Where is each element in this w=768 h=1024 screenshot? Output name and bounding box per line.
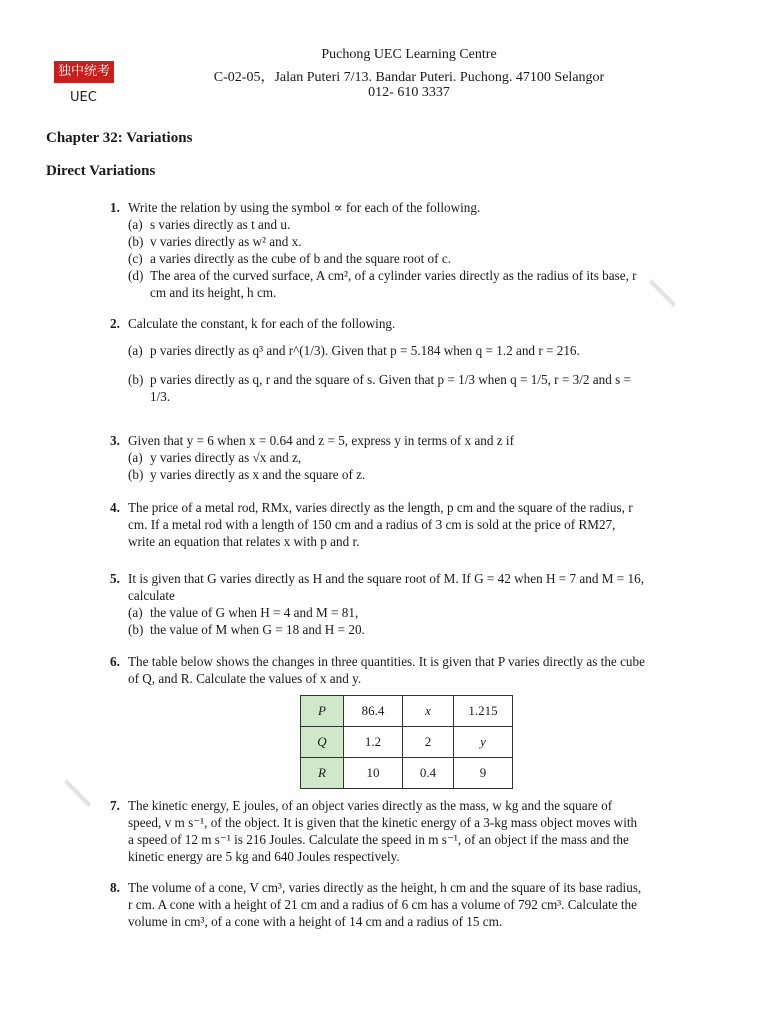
part-text: v varies directly as w² and x. xyxy=(150,234,302,249)
table-cell: 0.4 xyxy=(403,758,454,789)
part-label: (a) xyxy=(128,605,143,620)
table-cell: x xyxy=(403,696,454,727)
question-8 xyxy=(110,879,645,930)
question-number: 8. xyxy=(110,880,120,895)
part-label: (b) xyxy=(128,372,144,387)
question-4 xyxy=(110,499,645,550)
question-stem: Write the relation by using the symbol ∝ for each of the following. xyxy=(128,200,481,215)
part-text: The area of the curved surface, A cm², of a cylinder varies directly as the radius of its base, r cm and its height, h cm. xyxy=(150,268,637,300)
question-number: 3. xyxy=(110,433,120,448)
part-text: s varies directly as t and u. xyxy=(150,217,291,232)
question-2 xyxy=(110,315,645,405)
part-label: (b) xyxy=(128,622,144,637)
table-cell: P xyxy=(301,696,344,727)
question-number: 5. xyxy=(110,571,120,586)
table-cell: R xyxy=(301,758,344,789)
question-5 xyxy=(110,570,645,638)
part-label: (d) xyxy=(128,268,144,283)
part-label: (b) xyxy=(128,467,144,482)
part-label: (a) xyxy=(128,217,143,232)
question-stem: It is given that G varies directly as H and the square root of M. If G = 42 when H = 7 and M = 16, calculate xyxy=(128,571,644,603)
watermark-mark: / xyxy=(53,775,102,811)
part-text: y varies directly as x and the square of z. xyxy=(150,467,366,482)
question-7 xyxy=(110,797,645,865)
part-text: the value of G when H = 4 and M = 81, xyxy=(150,605,359,620)
centre-name: Puchong UEC Learning Centre xyxy=(321,47,497,62)
table-cell: y xyxy=(454,727,513,758)
question-number: 6. xyxy=(110,654,120,669)
uec-logo: 独中统考 xyxy=(54,61,114,83)
question-number: 4. xyxy=(110,500,120,515)
table-cell: 1.215 xyxy=(454,696,513,727)
question-number: 2. xyxy=(110,316,120,331)
question-number: 1. xyxy=(110,200,120,215)
chapter-title: Chapter 32: Variations xyxy=(46,130,193,146)
part-text: p varies directly as q³ and r^(1/3). Given that p = 5.184 when q = 1.2 and r = 216. xyxy=(150,343,580,358)
table-cell: 1.2 xyxy=(344,727,403,758)
section-title: Direct Variations xyxy=(46,163,156,179)
table-cell: Q xyxy=(301,727,344,758)
question-text: The kinetic energy, E joules, of an object varies directly as the mass, w kg and the square of speed, v m s⁻¹, of the object. It is given that the kinetic energy of a 3-kg mass object moves with a speed of 12 m s⁻¹ is 216 Joules. Calculate the speed in m s⁻¹, of an object if the mass and the kinetic energy are 5 kg and 640 Joules respectively. xyxy=(128,798,638,864)
logo-label: UEC xyxy=(70,90,97,105)
question-number: 7. xyxy=(110,798,120,813)
question-1 xyxy=(110,199,645,301)
part-text: p varies directly as q, r and the square of s. Given that p = 1/3 when q = 1/5, r = 3/2 and s = 1/3. xyxy=(150,372,631,404)
part-label: (b) xyxy=(128,234,144,249)
values-table xyxy=(300,695,513,789)
centre-phone: 012- 610 3337 xyxy=(368,85,450,100)
question-text: The table below shows the changes in three quantities. It is given that P varies directly as the cube of Q, and R. Calculate the values of x and y. xyxy=(128,654,645,686)
table-cell: 86.4 xyxy=(344,696,403,727)
table-cell: 2 xyxy=(403,727,454,758)
question-stem: Calculate the constant, k for each of the following. xyxy=(128,316,396,331)
question-stem: Given that y = 6 when x = 0.64 and z = 5, express y in terms of x and z if xyxy=(128,433,514,448)
table-row xyxy=(301,696,513,727)
part-label: (a) xyxy=(128,450,143,465)
table-cell: 9 xyxy=(454,758,513,789)
part-text: y varies directly as √x and z, xyxy=(150,450,302,465)
question-text: The volume of a cone, V cm³, varies directly as the height, h cm and the square of its base radius, r cm. A cone with a height of 21 cm and a radius of 6 cm has a volume of 792 cm³. Calculate the volume in cm³, of a cone with a height of 14 cm and a radius of 15 cm. xyxy=(128,880,642,929)
centre-address: C-02-05，Jalan Puteri 7/13. Bandar Puteri. Puchong. 47100 Selangor xyxy=(213,70,605,85)
table-cell: 10 xyxy=(344,758,403,789)
watermark-mark: / xyxy=(638,275,687,311)
part-text: a varies directly as the cube of b and the square root of c. xyxy=(150,251,451,266)
question-text: The price of a metal rod, RMx, varies directly as the length, p cm and the square of the radius, r cm. If a metal rod with a length of 150 cm and a radius of 3 cm is sold at the price of RM27, write an equation that relates x with p and r. xyxy=(128,500,633,549)
question-3 xyxy=(110,432,645,483)
part-label: (c) xyxy=(128,251,143,266)
table-row xyxy=(301,758,513,789)
table-row xyxy=(301,727,513,758)
part-text: the value of M when G = 18 and H = 20. xyxy=(150,622,365,637)
question-6 xyxy=(110,653,645,687)
part-label: (a) xyxy=(128,343,143,358)
